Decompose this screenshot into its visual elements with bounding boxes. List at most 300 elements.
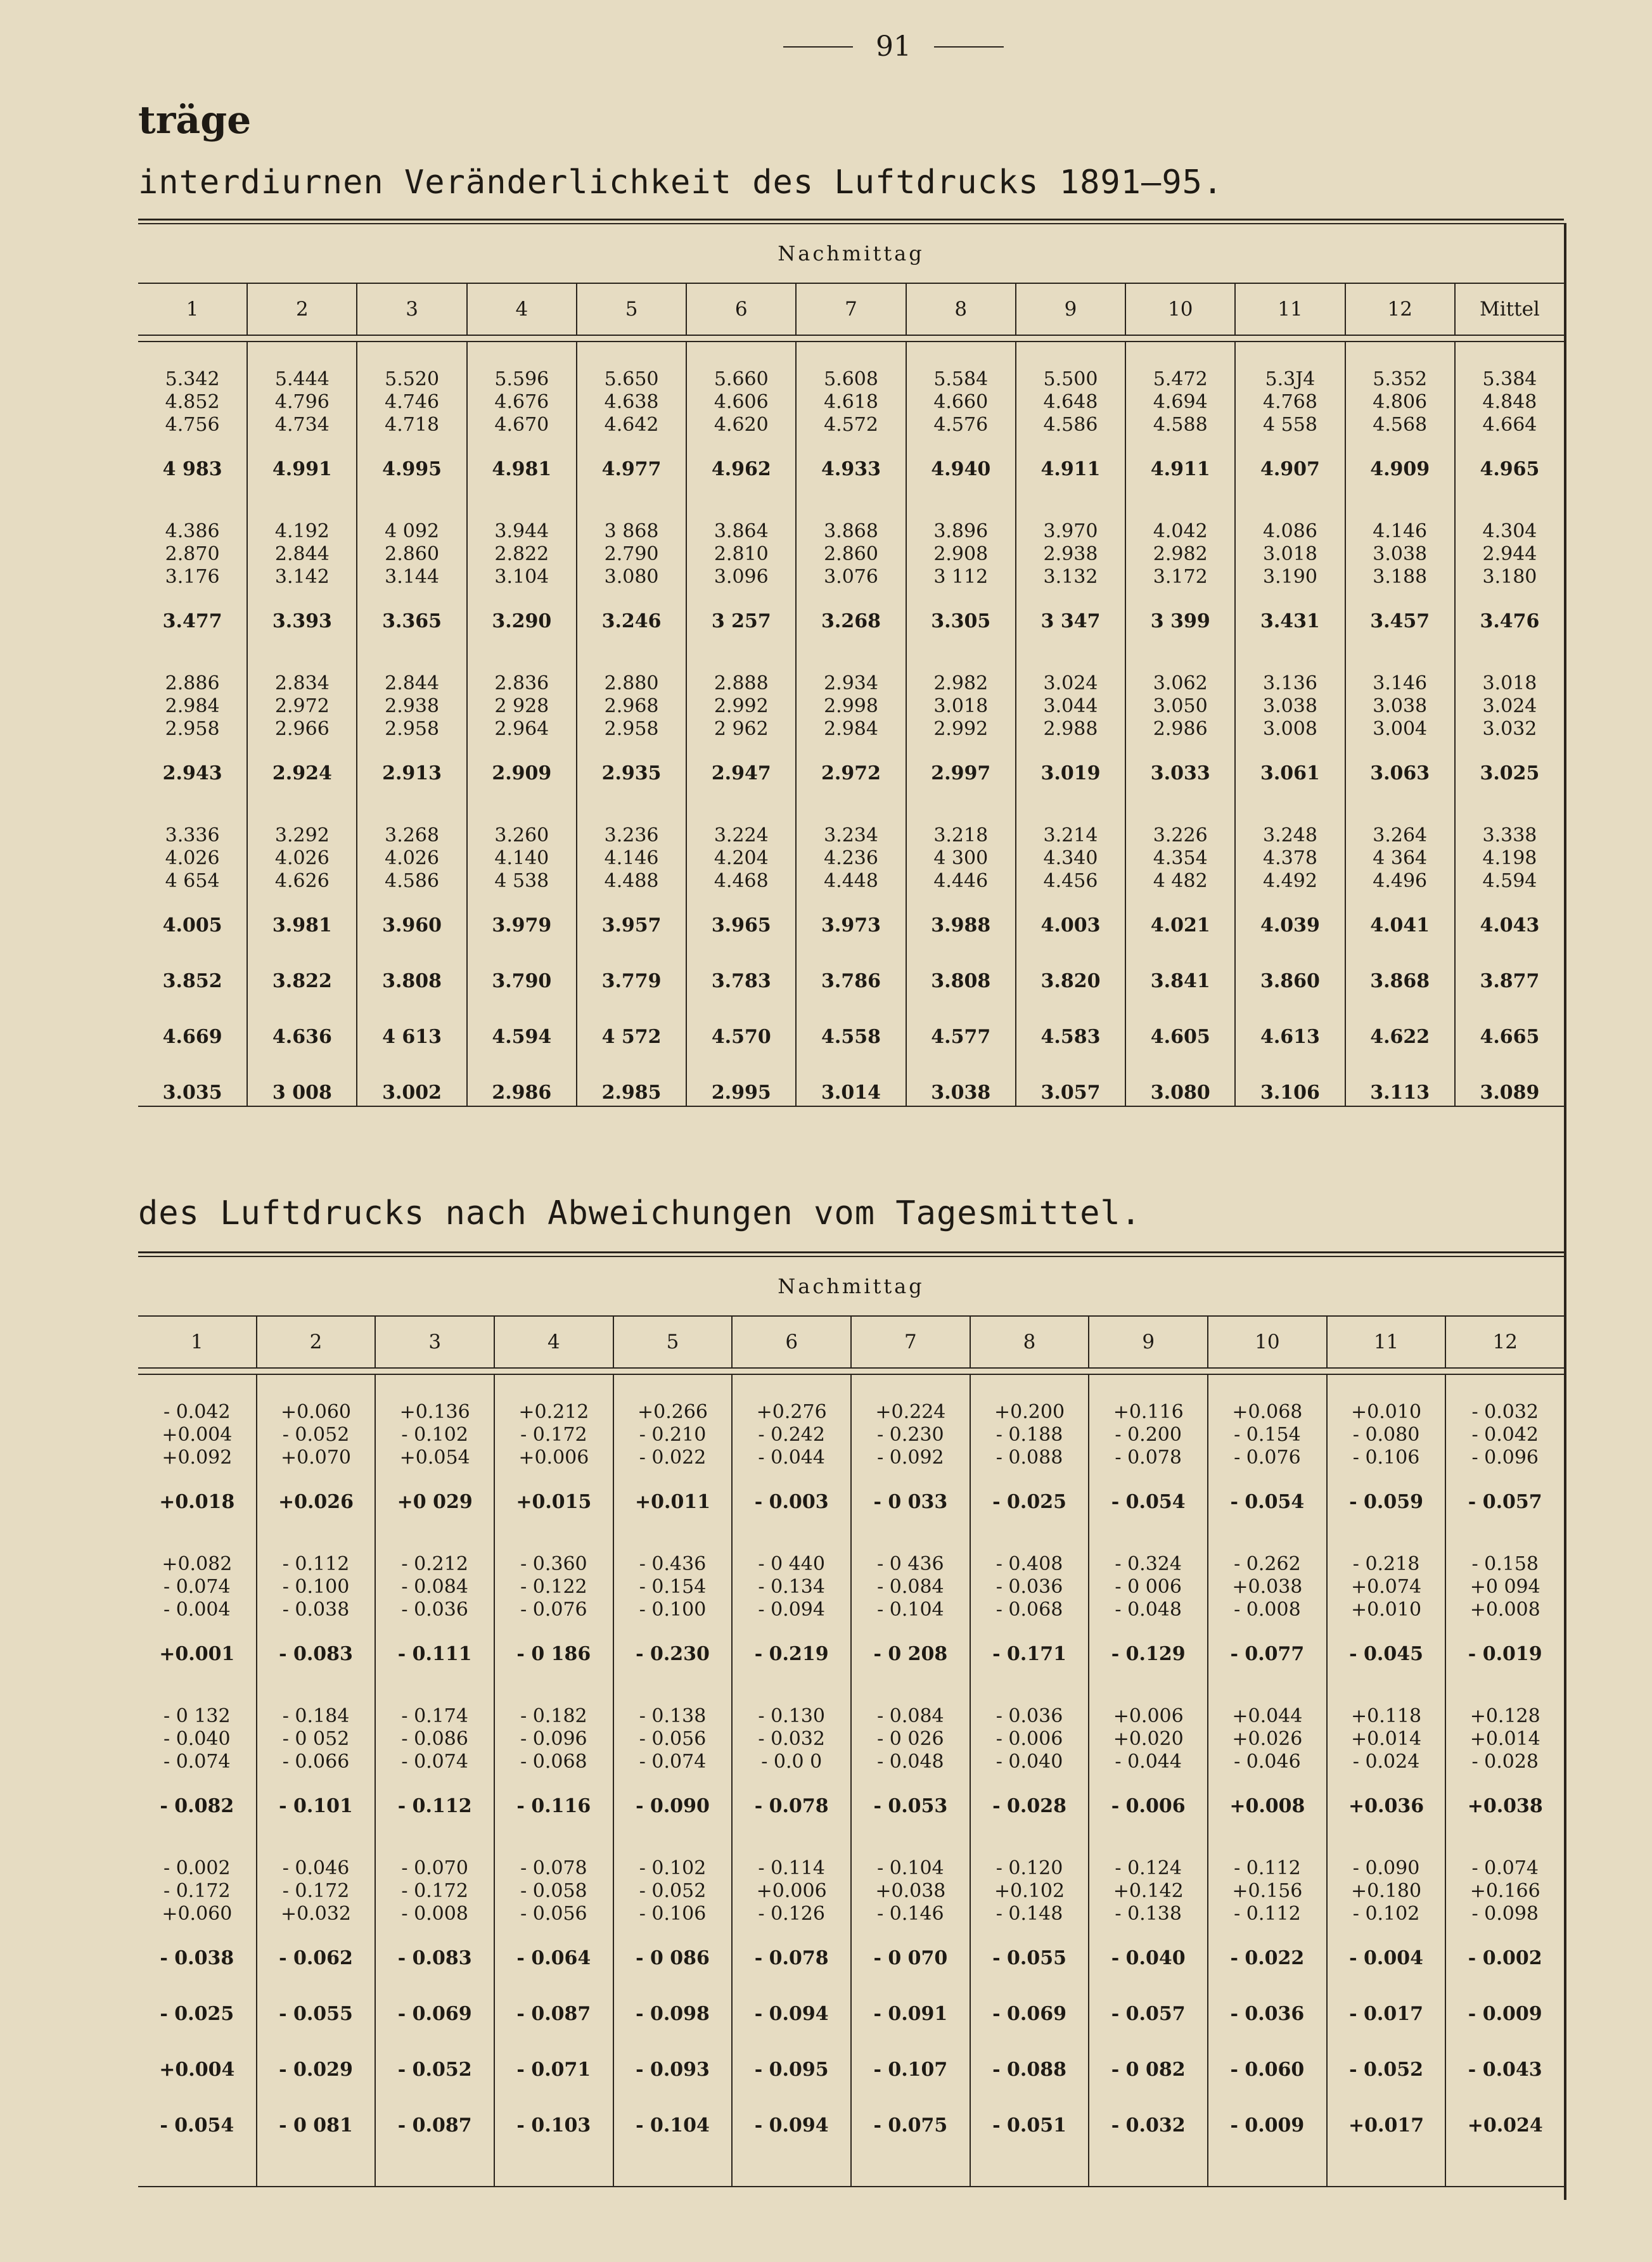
value-cell: - 0.006 — [996, 1728, 1063, 1750]
value-cell: 2.992 — [933, 718, 989, 740]
value-cell: 4.340 — [1043, 847, 1098, 869]
value-cell: - 0.090 — [1352, 1857, 1420, 1879]
value-cell: - 0.102 — [639, 1857, 707, 1879]
mean-value-cell: 3.981 — [272, 914, 332, 936]
value-cell: 4.204 — [714, 847, 769, 869]
value-cell: 2.986 — [1153, 718, 1208, 740]
value-cell: 3.864 — [714, 520, 769, 542]
value-cell: +0.102 — [994, 1880, 1065, 1902]
mean-value-cell: - 0 208 — [873, 1643, 948, 1665]
value-cell: 4.146 — [604, 847, 659, 869]
mean-value-cell: - 0.101 — [279, 1795, 353, 1817]
value-cell: 3.868 — [824, 520, 878, 542]
mean-value-cell: 4.558 — [821, 1026, 881, 1048]
page-number: 91 — [876, 30, 911, 63]
mean-value-cell: - 0.075 — [873, 2114, 948, 2137]
value-cell: 2.836 — [494, 672, 549, 694]
mean-value-cell: 3.038 — [931, 1082, 991, 1104]
value-cell: - 0.126 — [758, 1903, 825, 1925]
value-cell: 5.660 — [714, 368, 769, 390]
column-header: 1 — [138, 1317, 257, 1367]
value-cell: +0.142 — [1113, 1880, 1184, 1902]
mean-value-cell: - 0.002 — [1468, 1947, 1542, 1969]
mean-value-cell: - 0.019 — [1468, 1643, 1542, 1665]
value-cell: 3.218 — [933, 824, 989, 847]
value-cell: 3.008 — [1263, 718, 1317, 740]
value-cell: +0.014 — [1470, 1728, 1540, 1750]
value-cell: +0.026 — [1232, 1728, 1303, 1750]
value-cell: 3.172 — [1153, 566, 1208, 588]
value-cell: - 0.074 — [1471, 1857, 1539, 1879]
column-header: 9 — [1016, 284, 1126, 335]
mean-value-cell: 3.852 — [162, 970, 222, 992]
value-cell: - 0.048 — [1115, 1599, 1182, 1621]
mean-value-cell: 3.822 — [272, 970, 332, 992]
mean-value-cell: - 0.094 — [754, 2114, 829, 2137]
value-cell: 5.520 — [385, 368, 440, 390]
value-cell: 4.594 — [1482, 870, 1537, 892]
table-column — [257, 1375, 376, 2186]
value-cell: - 0.188 — [996, 1424, 1063, 1446]
mean-value-cell: - 0.009 — [1468, 2003, 1542, 2025]
value-cell: +0.156 — [1232, 1880, 1303, 1902]
mean-value-cell: - 0.069 — [992, 2003, 1066, 2025]
mean-value-cell: 2.947 — [711, 762, 771, 784]
value-cell: 3.136 — [1263, 672, 1317, 694]
value-cell: +0.010 — [1351, 1401, 1422, 1423]
value-cell: 2.982 — [933, 672, 989, 694]
value-cell: 4.446 — [933, 870, 989, 892]
value-cell: - 0.040 — [996, 1751, 1063, 1773]
value-cell: - 0.114 — [758, 1857, 825, 1879]
value-cell: - 0.230 — [877, 1424, 944, 1446]
value-cell: 4.146 — [1373, 520, 1428, 542]
mean-value-cell: 4.605 — [1150, 1026, 1210, 1048]
mean-value-cell: - 0.093 — [636, 2059, 710, 2081]
value-cell: 4.734 — [274, 414, 330, 436]
value-cell: - 0.212 — [401, 1553, 468, 1575]
mean-value-cell: 4.962 — [711, 458, 771, 480]
value-cell: 4.568 — [1373, 414, 1428, 436]
table2-group-header: Nachmittag — [138, 1257, 1564, 1317]
table-column — [852, 1375, 971, 2186]
mean-value-cell: - 0.022 — [1230, 1947, 1305, 1969]
mean-value-cell: 2.995 — [711, 1082, 771, 1104]
mean-value-cell: 3.808 — [382, 970, 442, 992]
value-cell: - 0.084 — [877, 1576, 944, 1598]
value-cell: 4.448 — [824, 870, 878, 892]
value-cell: 4.468 — [714, 870, 769, 892]
value-cell: - 0.068 — [520, 1751, 587, 1773]
value-cell: - 0.0 0 — [761, 1751, 823, 1773]
mean-value-cell: 3.014 — [821, 1082, 881, 1104]
column-header: 2 — [248, 284, 357, 335]
mean-value-cell: - 0.004 — [1349, 1947, 1423, 1969]
mean-value-cell: - 0.171 — [992, 1643, 1066, 1665]
value-cell: - 0.184 — [282, 1705, 350, 1727]
value-cell: - 0.104 — [877, 1857, 944, 1879]
value-cell: 2 962 — [714, 718, 769, 740]
mean-value-cell: - 0 186 — [516, 1643, 591, 1665]
mean-value-cell: +0.017 — [1348, 2114, 1425, 2137]
mean-value-cell: 4.613 — [1260, 1026, 1320, 1048]
mean-value-cell: 4.577 — [931, 1026, 991, 1048]
value-cell: - 0.138 — [639, 1705, 707, 1727]
value-cell: - 0.242 — [758, 1424, 825, 1446]
value-cell: 3.248 — [1263, 824, 1317, 847]
mean-value-cell: 3.457 — [1370, 610, 1430, 632]
value-cell: 2.870 — [165, 543, 220, 565]
mean-value-cell: 3.290 — [492, 610, 552, 632]
mean-value-cell: - 0.032 — [1111, 2114, 1186, 2137]
value-cell: - 0.056 — [520, 1903, 587, 1925]
value-cell: 3 112 — [933, 566, 989, 588]
value-cell: +0.082 — [162, 1553, 233, 1575]
mean-value-cell: 3.820 — [1041, 970, 1101, 992]
mean-value-cell: 4.911 — [1041, 458, 1101, 480]
column-header: 7 — [852, 1317, 971, 1367]
table-column — [733, 1375, 852, 2186]
column-header: 6 — [687, 284, 797, 335]
mean-value-cell: - 0.057 — [1468, 1491, 1542, 1513]
value-cell: +0.166 — [1470, 1880, 1540, 1902]
value-cell: 2.964 — [494, 718, 549, 740]
mean-value-cell: 3.431 — [1260, 610, 1320, 632]
value-cell: - 0.084 — [877, 1705, 944, 1727]
value-cell: - 0.172 — [282, 1880, 350, 1902]
value-cell: 3.264 — [1373, 824, 1428, 847]
table-column — [248, 342, 357, 1106]
mean-value-cell: +0 029 — [397, 1491, 473, 1513]
value-cell: - 0.022 — [639, 1447, 707, 1469]
table-column — [1236, 342, 1345, 1106]
value-cell: 2.908 — [933, 543, 989, 565]
value-cell: - 0.112 — [1234, 1903, 1301, 1925]
value-cell: 2.860 — [385, 543, 440, 565]
value-cell: - 0.146 — [877, 1903, 944, 1925]
mean-value-cell: 2.943 — [162, 762, 222, 784]
value-cell: 3.180 — [1482, 566, 1537, 588]
value-cell: 2.934 — [824, 672, 878, 694]
value-cell: 5.472 — [1153, 368, 1208, 390]
value-cell: - 0.098 — [1471, 1903, 1539, 1925]
value-cell: - 0.008 — [401, 1903, 468, 1925]
value-cell: - 0.086 — [401, 1728, 468, 1750]
mean-value-cell: - 0.078 — [754, 1795, 829, 1817]
value-cell: 5.444 — [274, 368, 330, 390]
value-cell: 5.650 — [604, 368, 659, 390]
table1-header-rule — [138, 336, 1564, 342]
value-cell: 3.190 — [1263, 566, 1317, 588]
mean-value-cell: +0.038 — [1467, 1795, 1543, 1817]
mean-value-cell: - 0.103 — [516, 2114, 591, 2137]
value-cell: - 0.056 — [639, 1728, 707, 1750]
value-cell: 2.984 — [824, 718, 878, 740]
mean-value-cell: - 0.052 — [397, 2059, 472, 2081]
mean-value-cell: 3.877 — [1480, 970, 1540, 992]
value-cell: 4.026 — [165, 847, 220, 869]
mean-value-cell: 3.988 — [931, 914, 991, 936]
value-cell: - 0.076 — [520, 1599, 587, 1621]
value-cell: 3.260 — [494, 824, 549, 847]
value-cell: - 0.096 — [520, 1728, 587, 1750]
table-column — [138, 342, 248, 1106]
mean-value-cell: +0.004 — [159, 2059, 235, 2081]
value-cell: - 0.076 — [1234, 1447, 1301, 1469]
value-cell: - 0.172 — [520, 1424, 587, 1446]
value-cell: 2.834 — [274, 672, 330, 694]
value-cell: 4.192 — [274, 520, 330, 542]
value-cell: 3.024 — [1482, 695, 1537, 717]
value-cell: - 0.042 — [1471, 1424, 1539, 1446]
value-cell: - 0.044 — [758, 1447, 825, 1469]
value-cell: +0.006 — [1113, 1705, 1184, 1727]
mean-value-cell: 3.033 — [1150, 762, 1210, 784]
mean-value-cell: 3.965 — [711, 914, 771, 936]
table1-group-header: Nachmittag — [138, 224, 1564, 284]
value-cell: 4.620 — [714, 414, 769, 436]
mean-value-cell: 3.365 — [382, 610, 442, 632]
value-cell: 4.852 — [165, 391, 220, 413]
value-cell: 2 928 — [494, 695, 549, 717]
mean-value-cell: 2.972 — [821, 762, 881, 784]
mean-value-cell: - 0.083 — [397, 1947, 472, 1969]
page-number-area — [729, 30, 1058, 63]
table1-body — [138, 342, 1564, 1106]
value-cell: - 0 026 — [877, 1728, 944, 1750]
value-cell: - 0.066 — [282, 1751, 350, 1773]
column-header: 5 — [577, 284, 687, 335]
value-cell: 4.586 — [1043, 414, 1098, 436]
value-cell: 4 482 — [1153, 870, 1208, 892]
mean-value-cell: 2.935 — [601, 762, 662, 784]
mean-value-cell: - 0.025 — [160, 2003, 234, 2025]
value-cell: - 0.032 — [758, 1728, 825, 1750]
value-cell: - 0.106 — [1352, 1447, 1420, 1469]
mean-value-cell: 4.977 — [601, 458, 662, 480]
value-cell: 3.226 — [1153, 824, 1208, 847]
mean-value-cell: - 0.091 — [873, 2003, 948, 2025]
value-cell: 4.806 — [1373, 391, 1428, 413]
value-cell: - 0.210 — [639, 1424, 707, 1446]
table2-column-headers — [138, 1317, 1564, 1369]
value-cell: 4.086 — [1263, 520, 1317, 542]
value-cell: 4 364 — [1373, 847, 1428, 869]
value-cell: - 0.046 — [1234, 1751, 1301, 1773]
table-column — [614, 1375, 733, 2186]
value-cell: 3.104 — [494, 566, 549, 588]
value-cell: +0.060 — [280, 1401, 352, 1423]
value-cell: - 0 132 — [163, 1705, 231, 1727]
mean-value-cell: 3.860 — [1260, 970, 1320, 992]
value-cell: 4.618 — [824, 391, 878, 413]
value-cell: 3.224 — [714, 824, 769, 847]
column-header: 8 — [907, 284, 1016, 335]
value-cell: +0.128 — [1470, 1705, 1540, 1727]
column-header: 6 — [733, 1317, 852, 1367]
value-cell: 3.144 — [385, 566, 440, 588]
value-cell: - 0.096 — [1471, 1447, 1539, 1469]
mean-value-cell: 3.957 — [601, 914, 662, 936]
value-cell: 4.796 — [274, 391, 330, 413]
value-cell: 4.236 — [824, 847, 878, 869]
table-column — [1208, 1375, 1328, 2186]
value-cell: 2.844 — [274, 543, 330, 565]
value-cell: 4.642 — [604, 414, 659, 436]
mean-value-cell: - 0.112 — [397, 1795, 472, 1817]
value-cell: 4.026 — [385, 847, 440, 869]
value-cell: 2.966 — [274, 718, 330, 740]
table-column — [468, 342, 577, 1106]
table1-column-headers — [138, 284, 1564, 336]
table-column — [376, 1375, 495, 2186]
mean-value-cell: +0.018 — [159, 1491, 235, 1513]
table-column — [907, 342, 1016, 1106]
table2-bottom-rule — [138, 2186, 1564, 2187]
mean-value-cell: 3.057 — [1041, 1082, 1101, 1104]
mean-value-cell: +0.001 — [159, 1643, 235, 1665]
mean-value-cell: 3 257 — [711, 610, 771, 632]
value-cell: 5.500 — [1043, 368, 1098, 390]
value-cell: - 0.138 — [1115, 1903, 1182, 1925]
value-cell: 2.972 — [274, 695, 330, 717]
mean-value-cell: 2.986 — [492, 1082, 552, 1104]
value-cell: 4 558 — [1263, 414, 1317, 436]
column-header: 9 — [1089, 1317, 1208, 1367]
table-column — [1016, 342, 1126, 1106]
mean-value-cell: 4.039 — [1260, 914, 1320, 936]
mean-value-cell: - 0.083 — [279, 1643, 353, 1665]
value-cell: +0.060 — [162, 1903, 233, 1925]
table-column — [971, 1375, 1090, 2186]
mean-value-cell: 4.003 — [1041, 914, 1101, 936]
value-cell: 3.146 — [1373, 672, 1428, 694]
table1-bottom-rule — [138, 1106, 1564, 1107]
mean-value-cell: - 0.077 — [1230, 1643, 1305, 1665]
value-cell: 3.018 — [933, 695, 989, 717]
value-cell: 3.050 — [1153, 695, 1208, 717]
column-header: 12 — [1346, 284, 1456, 335]
value-cell: - 0.068 — [996, 1599, 1063, 1621]
value-cell: - 0.004 — [163, 1599, 231, 1621]
mean-value-cell: 4.636 — [272, 1026, 332, 1048]
value-cell: 4.378 — [1263, 847, 1317, 869]
value-cell: - 0.154 — [1234, 1424, 1301, 1446]
value-cell: - 0.200 — [1115, 1424, 1182, 1446]
value-cell: - 0.002 — [163, 1857, 231, 1879]
value-cell: - 0.036 — [996, 1576, 1063, 1598]
value-cell: 2.822 — [494, 543, 549, 565]
value-cell: - 0.102 — [1352, 1903, 1420, 1925]
value-cell: - 0.048 — [877, 1751, 944, 1773]
value-cell: +0.092 — [162, 1447, 233, 1469]
value-cell: 4.746 — [385, 391, 440, 413]
mean-value-cell: 3.246 — [601, 610, 662, 632]
value-cell: 3.234 — [824, 824, 878, 847]
mean-value-cell: 3.305 — [931, 610, 991, 632]
value-cell: +0.020 — [1113, 1728, 1184, 1750]
mean-value-cell: 4.005 — [162, 914, 222, 936]
value-cell: 5.342 — [165, 368, 220, 390]
table-column — [797, 342, 906, 1106]
table-column — [495, 1375, 614, 2186]
heading-trage: träge — [138, 98, 252, 143]
mean-value-cell: 3.808 — [931, 970, 991, 992]
mean-value-cell: 3 399 — [1150, 610, 1210, 632]
mean-value-cell: 3.106 — [1260, 1082, 1320, 1104]
value-cell: 5.352 — [1373, 368, 1428, 390]
value-cell: 3.214 — [1043, 824, 1098, 847]
value-cell: - 0.120 — [996, 1857, 1063, 1879]
value-cell: - 0.262 — [1234, 1553, 1301, 1575]
value-cell: - 0.172 — [163, 1880, 231, 1902]
value-cell: 4.304 — [1482, 520, 1537, 542]
column-header: 12 — [1492, 1331, 1518, 1353]
mean-value-cell: - 0 033 — [873, 1491, 948, 1513]
table2-top-rule — [138, 1251, 1564, 1257]
mean-value-cell: - 0.107 — [873, 2059, 948, 2081]
value-cell: 4.140 — [494, 847, 549, 869]
mean-value-cell: 3.779 — [601, 970, 662, 992]
value-cell: 4.638 — [604, 391, 659, 413]
value-cell: 3.944 — [494, 520, 549, 542]
value-cell: 3.236 — [604, 824, 659, 847]
value-cell: +0 094 — [1470, 1576, 1540, 1598]
value-cell: +0.054 — [399, 1447, 470, 1469]
value-cell: - 0.102 — [401, 1424, 468, 1446]
value-cell: - 0.088 — [996, 1447, 1063, 1469]
value-cell: - 0.024 — [1352, 1751, 1420, 1773]
column-header: 2 — [257, 1317, 376, 1367]
table-column — [1089, 1375, 1208, 2186]
value-cell: 4.586 — [385, 870, 440, 892]
value-cell: +0.266 — [637, 1401, 708, 1423]
table1-top-rule — [138, 219, 1564, 224]
mean-value-cell: - 0.054 — [160, 2114, 234, 2137]
value-cell: +0.070 — [280, 1447, 352, 1469]
mean-value-cell: - 0.028 — [992, 1795, 1066, 1817]
mean-value-cell: - 0.036 — [1230, 2003, 1305, 2025]
mean-value-cell: 3.019 — [1041, 762, 1101, 784]
value-cell: - 0.100 — [282, 1576, 350, 1598]
mean-value-cell: - 0.043 — [1468, 2059, 1542, 2081]
column-header: 7 — [797, 284, 906, 335]
value-cell: - 0.148 — [996, 1903, 1063, 1925]
value-cell: - 0.174 — [401, 1705, 468, 1727]
mean-value-cell: 3.476 — [1480, 610, 1540, 632]
value-cell: 4.718 — [385, 414, 440, 436]
value-cell: 3.336 — [165, 824, 220, 847]
column-header: 3 — [376, 1317, 495, 1367]
value-cell: - 0.436 — [639, 1553, 707, 1575]
value-cell: - 0.100 — [639, 1599, 707, 1621]
value-cell: 4.648 — [1043, 391, 1098, 413]
value-cell: +0.010 — [1351, 1599, 1422, 1621]
value-cell: 3.188 — [1373, 566, 1428, 588]
value-cell: 4.354 — [1153, 847, 1208, 869]
value-cell: 4.386 — [165, 520, 220, 542]
value-cell: 4.626 — [274, 870, 330, 892]
mean-value-cell: - 0 070 — [873, 1947, 948, 1969]
table2-title: des Luftdrucks nach Abweichungen vom Tagesmittel. — [138, 1194, 1142, 1232]
value-cell: - 0.084 — [401, 1576, 468, 1598]
mean-value-cell: 3.063 — [1370, 762, 1430, 784]
value-cell: 3.970 — [1043, 520, 1098, 542]
mean-value-cell: - 0.040 — [1111, 1947, 1186, 1969]
value-cell: 5.3J4 — [1265, 368, 1316, 390]
column-header: 10 — [1126, 284, 1236, 335]
column-header: 4 — [468, 284, 577, 335]
